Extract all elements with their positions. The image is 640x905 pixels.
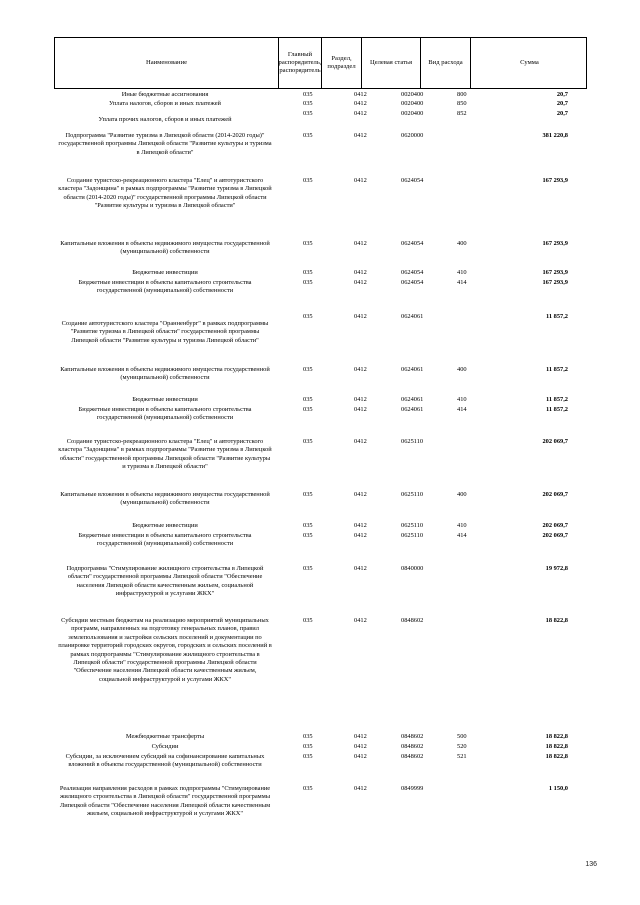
row-name: Бюджетные инвестиции	[132, 396, 198, 403]
row-expense-code: 410	[457, 396, 467, 403]
row-section-code: 0412	[354, 491, 367, 498]
row-manager-code: 035	[303, 177, 313, 184]
row-manager-code: 035	[303, 753, 313, 760]
header-section: Раздел, подраздел	[322, 38, 362, 88]
row-section-code: 0412	[354, 132, 367, 139]
row-sum: 20,7	[556, 110, 568, 117]
row-sum: 18 822,8	[545, 617, 568, 624]
row-section-code: 0412	[354, 743, 367, 750]
row-name: Иные бюджетные ассигнования	[121, 91, 209, 98]
row-manager-code: 035	[303, 743, 313, 750]
row-name: Межбюджетные трансферты	[125, 733, 205, 740]
row-sum: 202 069,7	[542, 491, 568, 498]
row-target-code: 0624061	[401, 366, 424, 373]
row-target-code: 0848602	[401, 753, 424, 760]
row-expense-code: 521	[457, 753, 467, 760]
row-sum: 381 220,8	[542, 132, 568, 139]
row-name: Бюджетные инвестиции в объекты капитального строительства государственной (муниципальной) собственности	[78, 532, 252, 548]
row-target-code: 0625110	[401, 491, 424, 498]
row-sum: 11 857,2	[545, 396, 568, 403]
row-name: Субсидии, за исключением субсидий на софинансирование капитальных вложений в объекты государственной (муниципальной) собственности	[65, 753, 265, 769]
row-target-code: 0620000	[401, 132, 424, 139]
row-sum: 19 972,8	[545, 565, 568, 572]
row-sum: 167 293,9	[542, 240, 568, 247]
row-sum: 167 293,9	[542, 269, 568, 276]
row-name: Подпрограмма "Стимулирование жилищного строительства в Липецкой области" государственной программы Липецкой области "Обеспечение населения Липецкой области качественным жильем, социальной инфраструктурой и услугами ЖКХ"	[66, 565, 264, 598]
row-manager-code: 035	[303, 733, 313, 740]
row-sum: 202 069,7	[542, 438, 568, 445]
row-manager-code: 035	[303, 91, 313, 98]
row-section-code: 0412	[354, 177, 367, 184]
row-section-code: 0412	[354, 532, 367, 539]
row-name: Уплата налогов, сборов и иных платежей	[109, 100, 221, 107]
row-target-code: 0848602	[401, 733, 424, 740]
row-manager-code: 035	[303, 785, 313, 792]
row-section-code: 0412	[354, 753, 367, 760]
row-section-code: 0412	[354, 313, 367, 320]
row-sum: 202 069,7	[542, 532, 568, 539]
row-target-code: 0840000	[401, 565, 424, 572]
page-number: 136	[585, 861, 597, 868]
row-manager-code: 035	[303, 279, 313, 286]
header-target-article: Целевая статья	[362, 38, 421, 88]
row-section-code: 0412	[354, 617, 367, 624]
row-manager-code: 035	[303, 396, 313, 403]
row-name: Создание автотуристского кластера "Оранненбург" в рамках подпрограммы "Развитие туризма в Липецкой области" государственной программы Липецкой области "Развитие культуры и туризма Липецкой области"	[61, 320, 269, 344]
row-sum: 18 822,8	[545, 743, 568, 750]
row-manager-code: 035	[303, 240, 313, 247]
row-section-code: 0412	[354, 406, 367, 413]
row-expense-code: 400	[457, 366, 467, 373]
row-manager-code: 035	[303, 269, 313, 276]
row-manager-code: 035	[303, 313, 313, 320]
row-target-code: 0849999	[401, 785, 424, 792]
row-target-code: 0625110	[401, 438, 424, 445]
row-manager-code: 035	[303, 491, 313, 498]
row-name: Субсидии	[151, 743, 179, 750]
row-section-code: 0412	[354, 522, 367, 529]
row-expense-code: 500	[457, 733, 467, 740]
header-sum: Сумма	[520, 58, 539, 66]
row-sum: 202 069,7	[542, 522, 568, 529]
row-manager-code: 035	[303, 132, 313, 139]
row-sum: 167 293,9	[542, 279, 568, 286]
row-manager-code: 035	[303, 438, 313, 445]
row-name: Создание туристско-рекреационного кластера "Елец" и автотуристского кластера "Задонщина" в рамках подпрограммы "Развитие туризма в Липецкой области" государственной программы Липецкой области "Развитие культуры и туризма в Липецкой области"	[58, 438, 272, 471]
row-expense-code: 414	[457, 279, 467, 286]
row-sum: 20,7	[556, 91, 568, 98]
row-name: Подпрограмма "Развитие туризма в Липецкой области (2014-2020 годы)" государственной программы Липецкой области "Развитие культуры и туризма в Липецкой области"	[58, 132, 272, 156]
row-sum: 167 293,9	[542, 177, 568, 184]
row-expense-code: 850	[457, 100, 467, 107]
row-section-code: 0412	[354, 396, 367, 403]
row-sum: 11 857,2	[545, 366, 568, 373]
row-section-code: 0412	[354, 366, 367, 373]
row-manager-code: 035	[303, 100, 313, 107]
row-section-code: 0412	[354, 785, 367, 792]
row-sum: 18 822,8	[545, 753, 568, 760]
row-section-code: 0412	[354, 91, 367, 98]
row-sum: 11 857,2	[545, 406, 568, 413]
row-target-code: 0624054	[401, 269, 424, 276]
row-manager-code: 035	[303, 110, 313, 117]
row-sum: 1 150,0	[548, 785, 568, 792]
row-target-code: 0624061	[401, 313, 424, 320]
row-manager-code: 035	[303, 366, 313, 373]
row-sum: 18 822,8	[545, 733, 568, 740]
row-name: Бюджетные инвестиции	[132, 269, 198, 276]
row-target-code: 0624054	[401, 279, 424, 286]
row-expense-code: 410	[457, 269, 467, 276]
row-section-code: 0412	[354, 565, 367, 572]
header-main-manager: Главный распорядитель, распорядитель	[279, 38, 322, 88]
row-target-code: 0625110	[401, 532, 424, 539]
row-expense-code: 410	[457, 522, 467, 529]
row-expense-code: 414	[457, 406, 467, 413]
row-manager-code: 035	[303, 532, 313, 539]
row-manager-code: 035	[303, 565, 313, 572]
row-target-code: 0020400	[401, 110, 424, 117]
row-manager-code: 035	[303, 406, 313, 413]
row-target-code: 0020400	[401, 100, 424, 107]
row-section-code: 0412	[354, 279, 367, 286]
row-target-code: 0624054	[401, 177, 424, 184]
row-name: Создание туристско-рекреационного кластера "Елец" и автотуристского кластера "Задонщина" в рамках подпрограммы "Развитие туризма в Липецкой области (2014-2020 годы)" государственной программы Липецкой области "Развитие культуры и туризма в Липецкой области"	[58, 177, 272, 210]
row-expense-code: 400	[457, 491, 467, 498]
row-target-code: 0848602	[401, 743, 424, 750]
row-section-code: 0412	[354, 240, 367, 247]
row-expense-code: 800	[457, 91, 467, 98]
header-name: Наименование	[55, 38, 279, 88]
row-target-code: 0020400	[401, 91, 424, 98]
row-sum: 11 857,2	[545, 313, 568, 320]
row-expense-code: 852	[457, 110, 467, 117]
row-target-code: 0848602	[401, 617, 424, 624]
row-name: Бюджетные инвестиции в объекты капитального строительства государственной (муниципальной) собственности	[78, 279, 252, 295]
row-target-code: 0625110	[401, 522, 424, 529]
row-target-code: 0624054	[401, 240, 424, 247]
row-name: Бюджетные инвестиции в объекты капитального строительства государственной (муниципальной) собственности	[78, 406, 252, 422]
row-expense-code: 520	[457, 743, 467, 750]
row-expense-code: 400	[457, 240, 467, 247]
row-name: Уплата прочих налогов, сборов и иных платежей	[98, 116, 232, 123]
row-name: Капитальные вложения в объекты недвижимого имущества государственной (муниципальной) собственности	[60, 240, 270, 256]
table-header	[54, 37, 587, 89]
row-sum: 20,7	[556, 100, 568, 107]
row-target-code: 0624061	[401, 406, 424, 413]
row-name: Бюджетные инвестиции	[132, 522, 198, 529]
row-name: Капитальные вложения в объекты недвижимого имущества государственной (муниципальной) собственности	[60, 491, 270, 507]
row-manager-code: 035	[303, 617, 313, 624]
row-section-code: 0412	[354, 733, 367, 740]
row-section-code: 0412	[354, 100, 367, 107]
row-manager-code: 035	[303, 522, 313, 529]
row-name: Субсидии местным бюджетам на реализацию мероприятий муниципальных программ, направленных на подготовку генеральных планов, правил землепользования и застройки сельских поселений и документации по планировке территорий городских округов, городских и сельских поселений в рамках подпрограммы "Стимулирование жилищного строительства в Липецкой области" государственной программы Липецкой области "Обеспечение населения Липецкой области качественным жильем, социальной инфраструктурой и услугами ЖКХ"	[58, 617, 272, 683]
row-expense-code: 414	[457, 532, 467, 539]
row-name: Реализация направления расходов в рамках подпрограммы "Стимулирование жилищного строительства в Липецкой области" государственной программы Липецкой области "Обеспечение населения Липецкой области качественным жильем, социальной инфраструктурой и услугами ЖКХ"	[59, 785, 271, 818]
header-expense-type: Вид расхода	[421, 38, 471, 88]
row-section-code: 0412	[354, 438, 367, 445]
row-name: Капитальные вложения в объекты недвижимого имущества государственной (муниципальной) собственности	[60, 366, 270, 382]
row-section-code: 0412	[354, 110, 367, 117]
row-section-code: 0412	[354, 269, 367, 276]
row-target-code: 0624061	[401, 396, 424, 403]
